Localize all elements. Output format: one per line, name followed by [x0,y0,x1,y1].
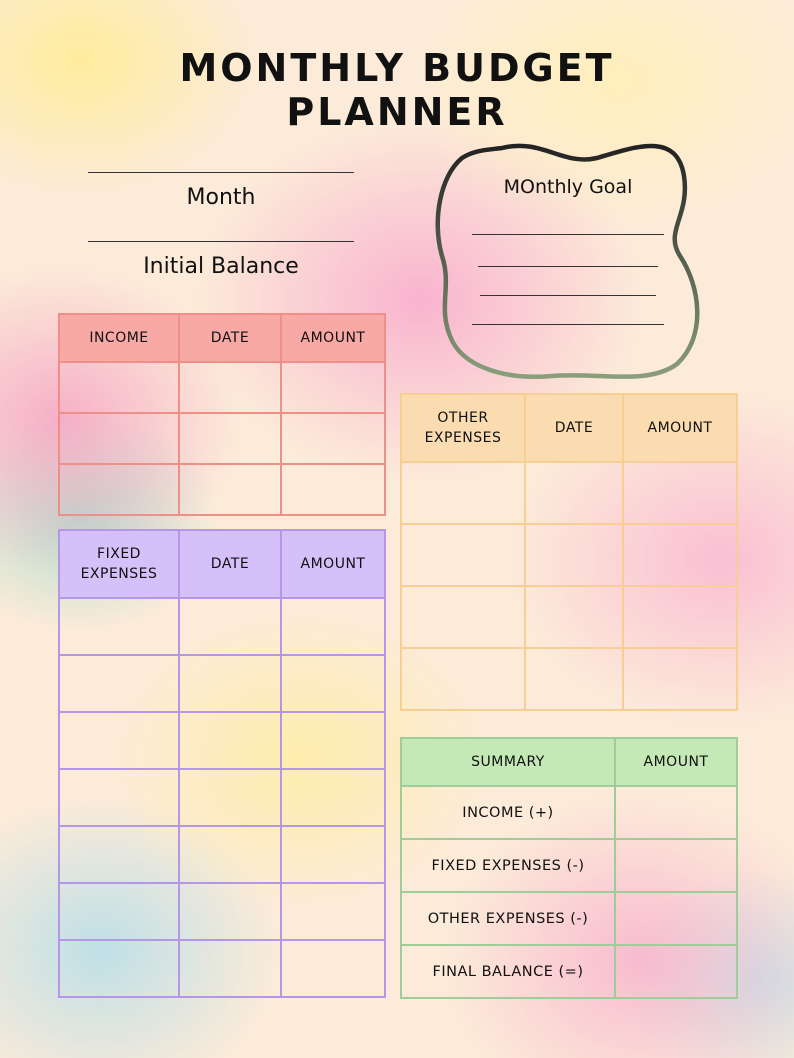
amount-cell[interactable] [281,655,385,712]
amount-cell[interactable] [281,362,385,413]
month-label: Month [186,185,256,210]
other-expenses-table [400,393,738,711]
initial-balance-input-line[interactable] [88,241,354,242]
amount-cell[interactable] [615,945,737,998]
date-cell[interactable] [525,462,623,524]
expense-cell[interactable] [59,940,179,997]
table-row [59,598,385,655]
amount-cell[interactable] [281,883,385,940]
goal-line-4[interactable] [472,324,664,325]
expense-cell[interactable] [401,524,525,586]
table-row [59,940,385,997]
expense-cell[interactable] [401,586,525,648]
table-row [59,769,385,826]
amount-cell[interactable] [623,586,737,648]
amount-cell[interactable] [281,712,385,769]
date-cell[interactable] [179,413,281,464]
initial-balance-label: Initial Balance [143,254,299,279]
goal-line-1[interactable] [472,234,664,235]
summary-income-label: INCOME (+) [401,786,615,839]
expense-cell[interactable] [59,712,179,769]
date-cell[interactable] [179,598,281,655]
table-row [59,883,385,940]
expense-cell[interactable] [59,655,179,712]
other-amount-header: AMOUNT [623,394,737,462]
table-row [59,362,385,413]
amount-cell[interactable] [281,413,385,464]
amount-cell[interactable] [281,769,385,826]
expense-cell[interactable] [59,883,179,940]
date-cell[interactable] [179,826,281,883]
summary-final-balance-label: FINAL BALANCE (=) [401,945,615,998]
summary-fixed-expenses-label: FIXED EXPENSES (-) [401,839,615,892]
amount-cell[interactable] [281,826,385,883]
summary-header: SUMMARY [401,738,615,786]
date-cell[interactable] [179,712,281,769]
monthly-goal-title: MOnthly Goal [503,176,633,198]
amount-cell[interactable] [281,598,385,655]
table-row [401,648,737,710]
amount-cell[interactable] [281,940,385,997]
income-header: INCOME [59,314,179,362]
date-cell[interactable] [525,586,623,648]
table-row [59,826,385,883]
summary-other-expenses-label: OTHER EXPENSES (-) [401,892,615,945]
income-amount-header: AMOUNT [281,314,385,362]
goal-line-3[interactable] [480,295,656,296]
income-date-header: DATE [179,314,281,362]
fixed-expenses-header: FIXED EXPENSES [59,530,179,598]
table-row [401,524,737,586]
date-cell[interactable] [525,524,623,586]
income-table [58,313,386,516]
table-row [59,712,385,769]
month-input-line[interactable] [88,172,354,173]
other-expenses-header: OTHER EXPENSES [401,394,525,462]
table-row [401,462,737,524]
table-row [401,945,737,998]
fixed-date-header: DATE [179,530,281,598]
amount-cell[interactable] [281,464,385,515]
expense-cell[interactable] [59,769,179,826]
amount-cell[interactable] [615,786,737,839]
table-row [59,413,385,464]
date-cell[interactable] [179,362,281,413]
date-cell[interactable] [179,769,281,826]
monthly-goal-box [432,136,704,382]
date-cell[interactable] [179,655,281,712]
fixed-amount-header: AMOUNT [281,530,385,598]
income-cell[interactable] [59,464,179,515]
expense-cell[interactable] [401,462,525,524]
table-row [59,655,385,712]
date-cell[interactable] [179,464,281,515]
income-cell[interactable] [59,413,179,464]
summary-table [400,737,738,999]
expense-cell[interactable] [59,826,179,883]
page-title-line-2: PLANNER [286,90,508,134]
date-cell[interactable] [179,940,281,997]
table-row [401,586,737,648]
goal-blob-shape [432,136,704,382]
expense-cell[interactable] [401,648,525,710]
table-row [59,464,385,515]
table-row [401,839,737,892]
date-cell[interactable] [525,648,623,710]
date-cell[interactable] [179,883,281,940]
amount-cell[interactable] [623,462,737,524]
amount-cell[interactable] [623,524,737,586]
table-row [401,786,737,839]
goal-line-2[interactable] [478,266,658,267]
table-row [401,892,737,945]
expense-cell[interactable] [59,598,179,655]
amount-cell[interactable] [615,892,737,945]
summary-amount-header: AMOUNT [615,738,737,786]
amount-cell[interactable] [615,839,737,892]
amount-cell[interactable] [623,648,737,710]
income-cell[interactable] [59,362,179,413]
page-title-line-1: MONTHLY BUDGET [179,46,615,90]
fixed-expenses-table [58,529,386,998]
other-date-header: DATE [525,394,623,462]
